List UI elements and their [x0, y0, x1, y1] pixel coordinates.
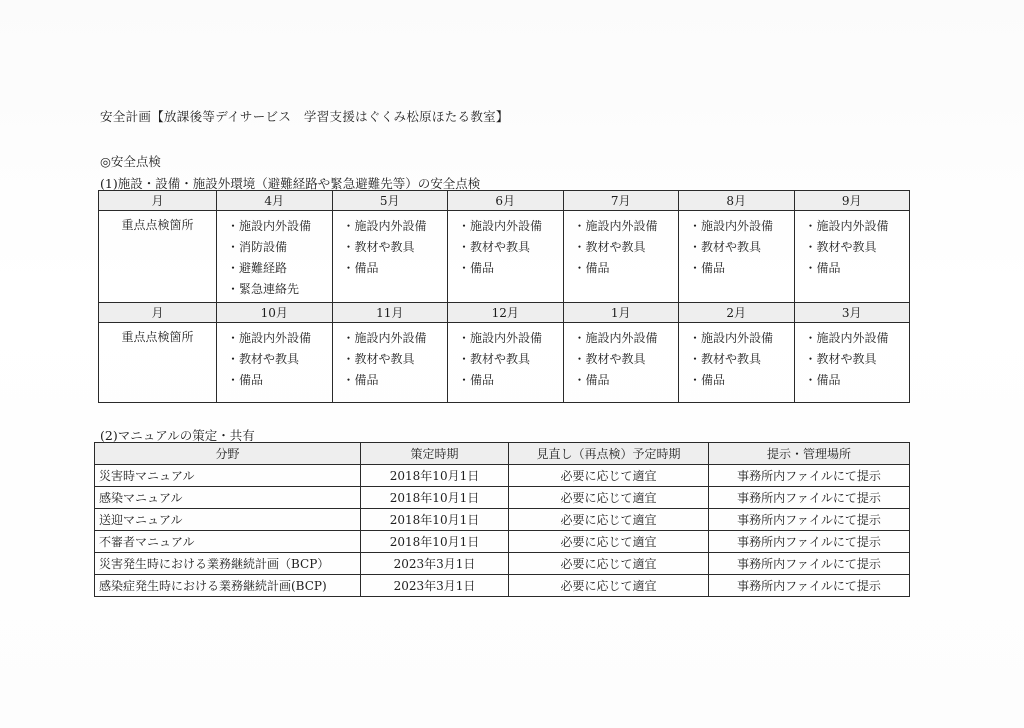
- inspection-items-row-2: [99, 323, 910, 403]
- document-title: 安全計画【放課後等デイサービス 学習支援はぐくみ松原ほたる教室】: [100, 109, 509, 124]
- field-cell: 災害時マニュアル: [95, 465, 361, 487]
- list-item: ・ 備品: [343, 258, 448, 279]
- items-cell: [448, 323, 564, 403]
- list-item: ・ 施設内外設備: [227, 328, 332, 349]
- list-item: ・ 備品: [458, 258, 563, 279]
- month-cell: 9月: [794, 191, 910, 211]
- created-cell: 2018年10月1日: [361, 509, 509, 531]
- table-row: [95, 509, 910, 531]
- manual-heading: (2)マニュアルの策定・共有: [100, 428, 255, 443]
- inspection-header-row-2: [99, 303, 910, 323]
- items-cell: [217, 211, 333, 303]
- list-item: ・ 施設内外設備: [574, 328, 679, 349]
- inspection-table: [98, 190, 910, 403]
- created-cell: 2018年10月1日: [361, 531, 509, 553]
- created-cell: 2023年3月1日: [361, 553, 509, 575]
- field-cell: 送迎マニュアル: [95, 509, 361, 531]
- item-list: [458, 216, 563, 279]
- month-cell: 2月: [679, 303, 795, 323]
- list-item: ・ 備品: [689, 370, 794, 391]
- list-item: ・ 教材や教具: [689, 349, 794, 370]
- item-list: [574, 328, 679, 391]
- table-row: [95, 531, 910, 553]
- list-item: ・ 備品: [689, 258, 794, 279]
- item-list: [343, 328, 448, 391]
- created-cell: 2018年10月1日: [361, 487, 509, 509]
- header-cell: 策定時期: [361, 443, 509, 465]
- item-list: [805, 328, 910, 391]
- list-item: ・ 避難経路: [227, 258, 332, 279]
- item-list: [689, 216, 794, 279]
- list-item: ・ 施設内外設備: [458, 216, 563, 237]
- list-item: ・ 備品: [458, 370, 563, 391]
- list-item: ・ 教材や教具: [227, 349, 332, 370]
- inspection-heading: (1)施設・設備・施設外環境（避難経路や緊急避難先等）の安全点検: [100, 176, 481, 191]
- month-cell: 6月: [448, 191, 564, 211]
- field-cell: 感染マニュアル: [95, 487, 361, 509]
- list-item: ・ 教材や教具: [805, 237, 910, 258]
- item-list: [574, 216, 679, 279]
- items-cell: [563, 211, 679, 303]
- items-cell: [332, 323, 448, 403]
- review-cell: 必要に応じて適宜: [509, 531, 709, 553]
- created-cell: 2018年10月1日: [361, 465, 509, 487]
- item-list: [227, 328, 332, 391]
- month-cell: 5月: [332, 191, 448, 211]
- review-cell: 必要に応じて適宜: [509, 509, 709, 531]
- list-item: ・ 備品: [227, 370, 332, 391]
- location-cell: 事務所内ファイルにて提示: [709, 553, 910, 575]
- table-row: [95, 487, 910, 509]
- month-cell: 10月: [217, 303, 333, 323]
- month-cell: 11月: [332, 303, 448, 323]
- list-item: ・ 施設内外設備: [574, 216, 679, 237]
- item-list: [227, 216, 332, 300]
- list-item: ・ 施設内外設備: [689, 216, 794, 237]
- review-cell: 必要に応じて適宜: [509, 465, 709, 487]
- items-cell: [563, 323, 679, 403]
- items-cell: [794, 323, 910, 403]
- item-list: [805, 216, 910, 279]
- list-item: ・ 施設内外設備: [805, 328, 910, 349]
- list-item: ・ 施設内外設備: [227, 216, 332, 237]
- location-cell: 事務所内ファイルにて提示: [709, 509, 910, 531]
- review-cell: 必要に応じて適宜: [509, 553, 709, 575]
- field-cell: 感染症発生時における業務継続計画(BCP): [95, 575, 361, 597]
- items-cell: [448, 211, 564, 303]
- list-item: ・ 施設内外設備: [343, 216, 448, 237]
- items-cell: [679, 323, 795, 403]
- list-item: ・ 備品: [574, 370, 679, 391]
- table-row: [95, 553, 910, 575]
- field-cell: 災害発生時における業務継続計画（BCP）: [95, 553, 361, 575]
- item-list: [689, 328, 794, 391]
- inspection-items-row-1: [99, 211, 910, 303]
- items-cell: [332, 211, 448, 303]
- list-item: ・ 消防設備: [227, 237, 332, 258]
- month-cell: 7月: [563, 191, 679, 211]
- list-item: ・ 教材や教具: [689, 237, 794, 258]
- location-cell: 事務所内ファイルにて提示: [709, 487, 910, 509]
- list-item: ・ 施設内外設備: [458, 328, 563, 349]
- list-item: ・ 施設内外設備: [343, 328, 448, 349]
- list-item: ・ 教材や教具: [574, 237, 679, 258]
- list-item: ・ 教材や教具: [458, 237, 563, 258]
- created-cell: 2023年3月1日: [361, 575, 509, 597]
- manual-header-row: [95, 443, 910, 465]
- list-item: ・ 教材や教具: [343, 349, 448, 370]
- item-list: [458, 328, 563, 391]
- list-item: ・ 教材や教具: [574, 349, 679, 370]
- items-cell: [794, 211, 910, 303]
- list-item: ・ 教材や教具: [805, 349, 910, 370]
- location-cell: 事務所内ファイルにて提示: [709, 531, 910, 553]
- location-cell: 事務所内ファイルにて提示: [709, 465, 910, 487]
- list-item: ・ 教材や教具: [343, 237, 448, 258]
- list-item: ・ 教材や教具: [458, 349, 563, 370]
- month-cell: 1月: [563, 303, 679, 323]
- list-item: ・ 備品: [805, 370, 910, 391]
- header-cell: 見直し（再点検）予定時期: [509, 443, 709, 465]
- list-item: ・ 備品: [805, 258, 910, 279]
- section-heading: ◎安全点検: [100, 154, 161, 169]
- list-item: ・ 施設内外設備: [689, 328, 794, 349]
- table-row: [95, 465, 910, 487]
- month-cell: 3月: [794, 303, 910, 323]
- month-cell: 8月: [679, 191, 795, 211]
- header-cell: 分野: [95, 443, 361, 465]
- list-item: ・ 備品: [574, 258, 679, 279]
- items-cell: [679, 211, 795, 303]
- review-cell: 必要に応じて適宜: [509, 575, 709, 597]
- month-label-cell: 月: [99, 191, 217, 211]
- row-label-cell: 重点点検箇所: [99, 323, 217, 403]
- month-label-cell: 月: [99, 303, 217, 323]
- location-cell: 事務所内ファイルにて提示: [709, 575, 910, 597]
- manual-table: [94, 442, 910, 597]
- review-cell: 必要に応じて適宜: [509, 487, 709, 509]
- row-label-cell: 重点点検箇所: [99, 211, 217, 303]
- month-cell: 4月: [217, 191, 333, 211]
- items-cell: [217, 323, 333, 403]
- inspection-header-row-1: [99, 191, 910, 211]
- item-list: [343, 216, 448, 279]
- field-cell: 不審者マニュアル: [95, 531, 361, 553]
- list-item: ・ 備品: [343, 370, 448, 391]
- list-item: ・ 施設内外設備: [805, 216, 910, 237]
- header-cell: 提示・管理場所: [709, 443, 910, 465]
- list-item: ・ 緊急連絡先: [227, 279, 332, 300]
- month-cell: 12月: [448, 303, 564, 323]
- table-row: [95, 575, 910, 597]
